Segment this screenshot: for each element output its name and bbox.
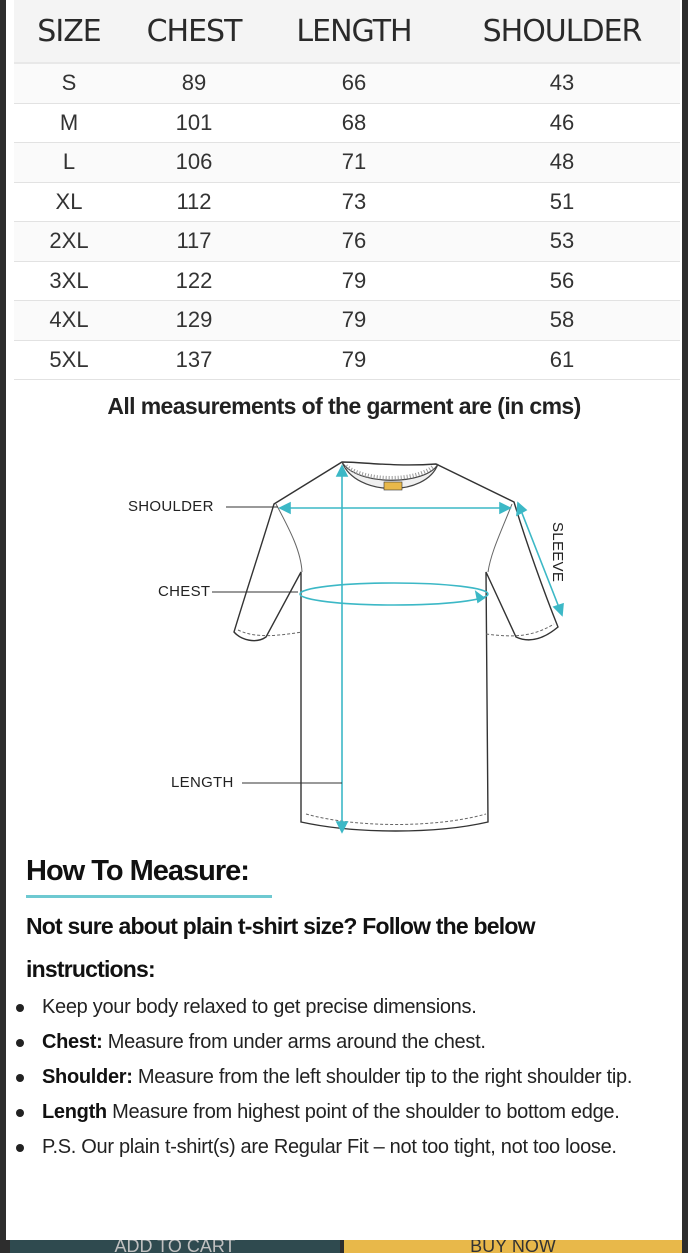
instruction-term: Length — [42, 1101, 107, 1123]
title-underline — [26, 895, 272, 898]
add-to-cart-button[interactable]: ADD TO CART — [10, 1240, 340, 1253]
table-row — [14, 222, 680, 262]
cell-length: 79 — [341, 267, 367, 293]
cell-chest: 112 — [176, 188, 212, 214]
arrowhead — [554, 604, 563, 615]
list-item — [6, 1066, 682, 1089]
cell-length: 66 — [341, 70, 367, 96]
bullet-icon — [16, 1039, 24, 1047]
cell-length: 73 — [341, 188, 367, 214]
cell-size: 5XL — [49, 346, 89, 372]
instruction-term: Chest: — [42, 1031, 103, 1053]
instruction-text: Measure from highest point of the shoulder to bottom edge. — [112, 1101, 620, 1123]
cell-size: 2XL — [49, 228, 89, 254]
cell-shoulder: 56 — [549, 267, 575, 293]
list-item — [6, 1031, 682, 1054]
chest-label: CHEST — [158, 583, 211, 600]
cell-chest: 117 — [176, 228, 212, 254]
instruction-text: Measure from the left shoulder tip to the right shoulder tip. — [137, 1066, 633, 1088]
table-header — [14, 0, 680, 64]
cell-shoulder: 58 — [549, 307, 575, 333]
tshirt-measurement-diagram — [106, 452, 586, 847]
arrowhead — [517, 503, 526, 515]
cell-shoulder: 53 — [549, 228, 575, 254]
cell-length: 76 — [341, 228, 367, 254]
bullet-icon — [16, 1004, 24, 1012]
header-length: LENGTH — [296, 13, 412, 49]
table-row — [14, 341, 680, 381]
how-to-intro: Not sure about plain t-shirt size? Follow the below instructions: — [26, 913, 535, 982]
table-body — [14, 64, 680, 380]
size-table — [14, 0, 680, 380]
table-row — [14, 301, 680, 341]
table-row — [14, 183, 680, 223]
table-row — [14, 262, 680, 302]
cell-shoulder: 48 — [549, 149, 575, 175]
cell-chest: 137 — [175, 346, 213, 372]
measurement-unit-note: All measurements of the garment are (in cms) — [107, 393, 581, 419]
cell-shoulder: 51 — [549, 188, 575, 214]
header-shoulder: SHOULDER — [482, 13, 642, 49]
cell-shoulder: 61 — [549, 346, 575, 372]
cell-chest: 122 — [175, 267, 213, 293]
cell-size: 3XL — [49, 267, 89, 293]
instruction-text: P.S. Our plain t-shirt(s) are Regular Fit – not too tight, not too loose. — [42, 1136, 617, 1158]
cell-size: XL — [55, 188, 83, 214]
instruction-text: Keep your body relaxed to get precise dimensions. — [42, 996, 477, 1018]
cell-length: 71 — [341, 149, 367, 175]
cell-chest: 129 — [175, 307, 213, 333]
buy-now-button[interactable]: BUY NOW — [344, 1240, 682, 1253]
cell-shoulder: 43 — [549, 70, 575, 96]
cell-length: 79 — [341, 346, 367, 372]
length-label: LENGTH — [171, 774, 234, 791]
cell-chest: 89 — [181, 70, 207, 96]
cell-size: L — [62, 149, 76, 175]
cell-size: M — [59, 109, 79, 135]
table-row — [14, 104, 680, 144]
header-chest: CHEST — [146, 13, 242, 49]
cell-chest: 101 — [175, 109, 213, 135]
list-item — [6, 1101, 682, 1124]
table-row — [14, 64, 680, 104]
cell-length: 68 — [341, 109, 367, 135]
how-to-measure-title: How To Measure: — [26, 855, 249, 887]
header-size: SIZE — [37, 13, 101, 49]
label-tag — [384, 482, 402, 490]
cell-chest: 106 — [175, 149, 213, 175]
instruction-text: Measure from under arms around the chest. — [107, 1031, 486, 1053]
cell-size: 4XL — [49, 307, 89, 333]
list-item — [6, 1136, 682, 1159]
bullet-icon — [16, 1074, 24, 1082]
table-row — [14, 143, 680, 183]
instruction-term: Shoulder: — [42, 1066, 133, 1088]
instruction-list — [6, 996, 682, 1159]
shoulder-label: SHOULDER — [128, 498, 214, 515]
bullet-icon — [16, 1109, 24, 1117]
cell-shoulder: 46 — [549, 109, 575, 135]
size-chart-panel — [6, 0, 682, 1240]
bullet-icon — [16, 1144, 24, 1152]
sleeve-label: SLEEVE — [549, 522, 566, 583]
list-item — [6, 996, 682, 1019]
cell-length: 79 — [341, 307, 367, 333]
cell-size: S — [61, 70, 77, 96]
